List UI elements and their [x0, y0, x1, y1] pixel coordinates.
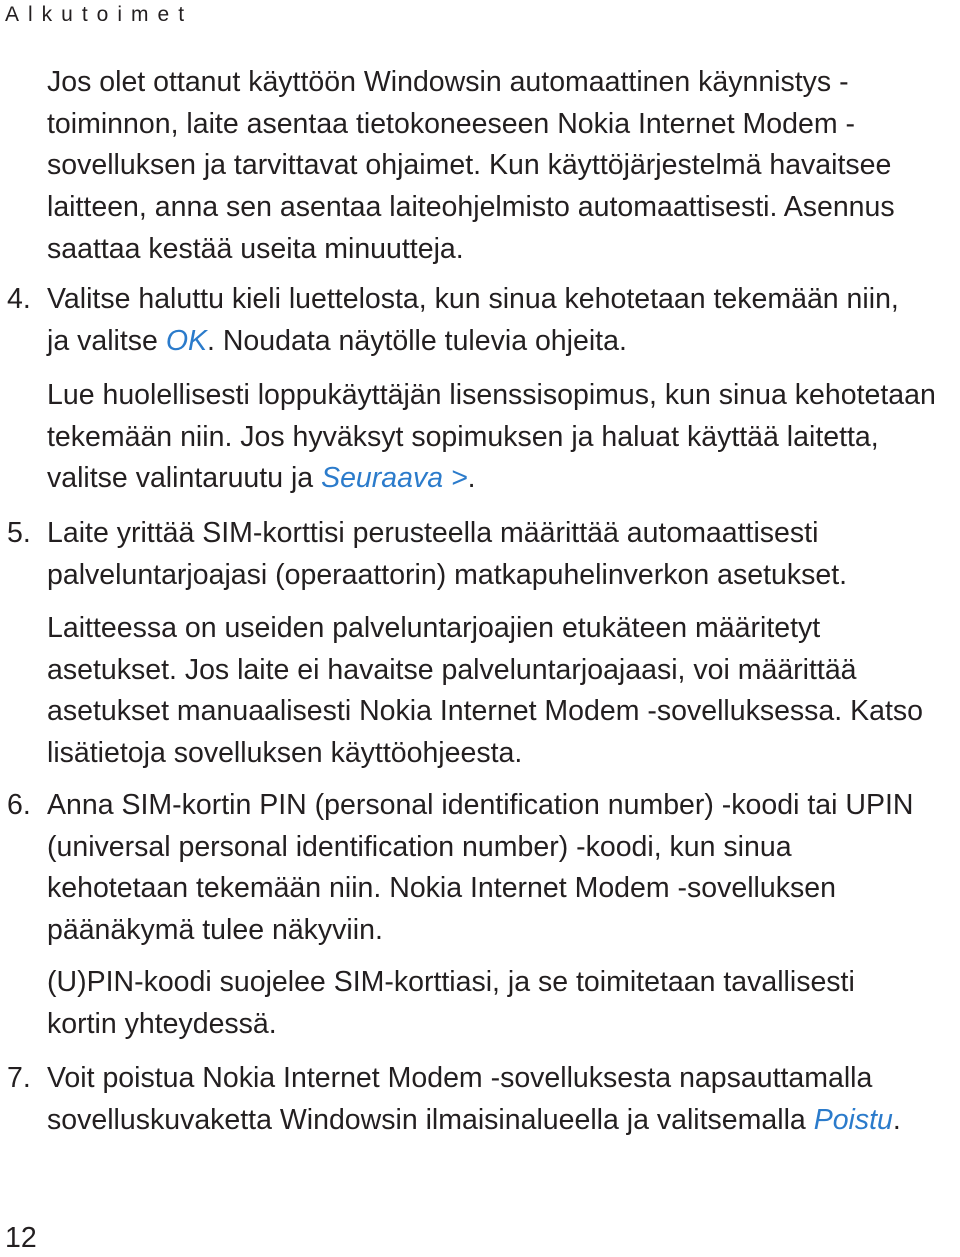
text-line: saattaa kestää useita minuutteja.: [47, 232, 464, 265]
step-number: 4.: [7, 283, 31, 315]
step-5-paragraph-2: [47, 608, 923, 775]
text-line: tekemään niin. Jos hyväksyt sopimuksen ja haluat käyttää laitetta,: [47, 420, 879, 453]
text-segment: .: [467, 462, 476, 495]
running-head-title: Alkutoimet: [5, 3, 194, 26]
text-line: (U)PIN-koodi suojelee SIM-korttiasi, ja se toimitetaan tavallisesti: [47, 966, 855, 998]
text-segment: ja valitse: [47, 324, 166, 357]
text-line: Anna SIM-kortin PIN (personal identification number) -koodi tai UPIN: [47, 789, 914, 821]
text-line: asetukset manuaalisesti Nokia Internet Modem -sovelluksessa. Katso: [47, 695, 923, 728]
ui-term-seuraava: Seuraava >: [321, 462, 468, 495]
step-number: 7.: [7, 1062, 31, 1094]
text-line: Jos olet ottanut käyttöön Windowsin automaattinen käynnistys -: [47, 66, 849, 98]
text-line: sovelluksen ja tarvittavat ohjaimet. Kun käyttöjärjestelmä havaitsee: [47, 149, 892, 182]
step-6-paragraph-2: [47, 962, 855, 1045]
intro-paragraph: [47, 62, 895, 270]
text-line: asetukset. Jos laite ei havaitse palveluntarjoajaasi, voi määrittää: [47, 653, 857, 686]
ui-term-ok: OK: [165, 324, 207, 357]
text-line: (universal personal identification number) -koodi, kun sinua: [47, 830, 792, 863]
text-line: Voit poistua Nokia Internet Modem -sovelluksesta napsauttamalla: [47, 1062, 873, 1094]
text-segment: sovelluskuvaketta Windowsin ilmaisinalueella ja valitsemalla: [47, 1103, 814, 1136]
text-segment: .: [892, 1103, 901, 1136]
text-line: Laitteessa on useiden palveluntarjoajien etukäteen määritetyt: [47, 612, 821, 644]
step-4-paragraph-1: [7, 279, 899, 362]
text-line: [47, 458, 936, 500]
text-segment: valitse valintaruutu ja: [47, 462, 322, 495]
step-4-paragraph-2: [47, 375, 936, 500]
ui-term-poistu: Poistu: [813, 1103, 893, 1136]
text-line: päänäkymä tulee näkyviin.: [47, 914, 383, 947]
step-5-paragraph-1: [7, 513, 848, 596]
text-line: kehotetaan tekemään niin. Nokia Internet Modem -sovelluksen: [47, 872, 836, 905]
step-7-paragraph-1: [7, 1058, 901, 1141]
text-line: kortin yhteydessä.: [47, 1007, 277, 1040]
text-line: lisätietoja sovelluksen käyttöohjeesta.: [47, 737, 523, 770]
page-number: 12: [5, 1222, 37, 1254]
text-line: Laite yrittää SIM-korttisi perusteella määrittää automaattisesti: [47, 517, 819, 549]
text-line: palveluntarjoajasi (operaattorin) matkapuhelinverkon asetukset.: [47, 558, 848, 591]
text-line: [47, 1100, 901, 1142]
text-line: laitteen, anna sen asentaa laiteohjelmisto automaattisesti. Asennus: [47, 191, 895, 224]
step-number: 5.: [7, 517, 31, 549]
text-line: toiminnon, laite asentaa tietokoneeseen Nokia Internet Modem -: [47, 107, 855, 140]
step-number: 6.: [7, 789, 31, 821]
text-segment: . Noudata näytölle tulevia ohjeita.: [207, 324, 627, 357]
text-line: Lue huolellisesti loppukäyttäjän lisenssisopimus, kun sinua kehotetaan: [47, 379, 936, 411]
text-line: [47, 321, 899, 363]
step-6-paragraph-1: [7, 785, 914, 952]
text-line: Valitse haluttu kieli luettelosta, kun sinua kehotetaan tekemään niin,: [47, 283, 899, 315]
